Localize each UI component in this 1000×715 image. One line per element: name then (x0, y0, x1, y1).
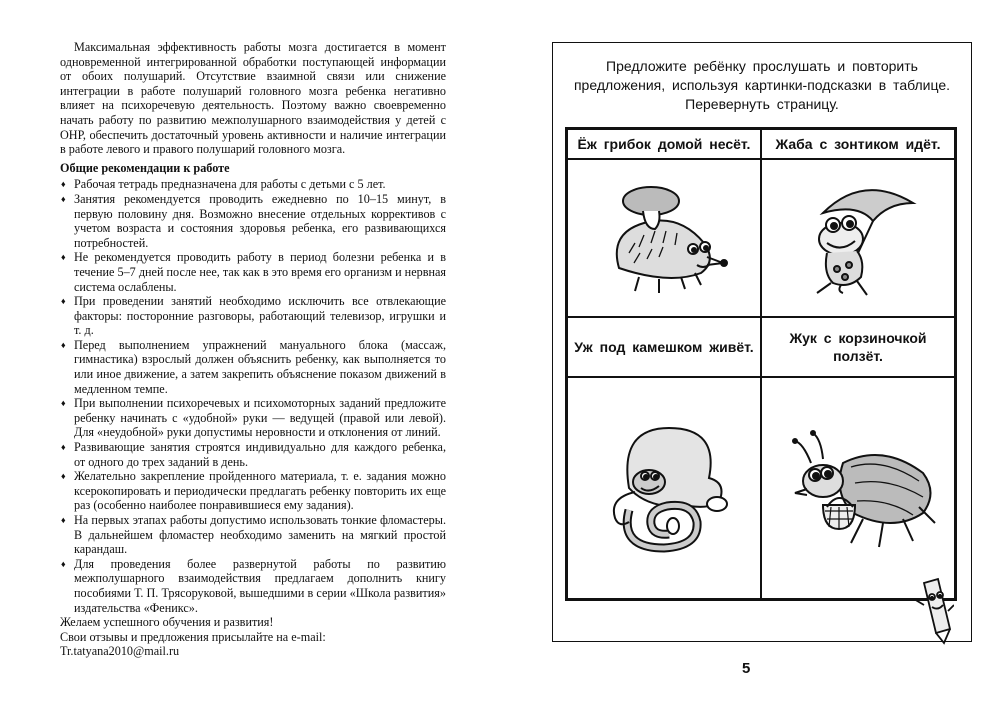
recommendation-item: ♦ Занятия рекомендуется проводить ежедневно по 10–15 минут, в первую половину дня. Возможно внесение отдельных коррективов с учетом возраста и состояния здоровья ребенка, его развивающихся потребностей. (60, 192, 446, 250)
caption-beetle: Жук с корзиночкой ползёт. (761, 317, 955, 377)
recommendation-item: ♦ Для проведения более развернутой работы по развитию межполушарного взаимодействия предлагаем дополнить книгу пособиями Т. П. Трясоруковой, вышедшими в серии «Школа развития» издательства «Феникс». (60, 557, 446, 615)
snake-icon (589, 418, 739, 558)
instruction-line: Предложите ребёнку прослушать и повторить (606, 58, 918, 74)
page-number: 5 (742, 660, 751, 677)
recommendation-item: ♦ При выполнении психоречевых и психомоторных заданий предложите ребенку начинать с «удобной» руки — ведущей (правой или левой). Для «неудобной» руки допустимы неровности и отклонения от линий. (60, 396, 446, 440)
recommendation-item: ♦ На первых этапах работы допустимо использовать тонкие фломастеры. В дальнейшем фломастер необходимо заменить на мягкий простой карандаш. (60, 513, 446, 557)
recommendation-item: ♦ Перед выполнением упражнений мануального блока (массаж, гимнастика) взрослый должен объяснить ребенку, как выполняется то или иное движение, а затем закрепить объяснение показом движений в медленном темпе. (60, 338, 446, 396)
instruction-text (553, 57, 971, 114)
left-page-text (60, 40, 446, 659)
caption-hedgehog: Ёж грибок домой несёт. (567, 129, 761, 159)
caption-toad: Жаба с зонтиком идёт. (761, 129, 955, 159)
recommendation-item: ♦ Развивающие занятия строятся индивидуально для каждого ребенка, от одного до трех заданий в день. (60, 440, 446, 469)
beetle-icon (773, 423, 943, 553)
toad-icon (783, 173, 933, 303)
picture-cell-hedgehog (567, 159, 761, 317)
picture-table (565, 127, 957, 601)
instruction-line: предложения, используя картинки-подсказки в таблице. (573, 77, 951, 93)
picture-cell-snake (567, 377, 761, 599)
pencil-mascot-icon (910, 575, 954, 645)
caption-snake: Уж под камешком живёт. (567, 317, 761, 377)
intro-paragraph: Максимальная эффективность работы мозга достигается в момент одновременной интегрированной обработки поступающей информации от обоих полушарий. Отсутствие взаимной связи или снижение интеграции в работе полушарий головного мозга ребенка негативно влияет на психоречевую деятельность. Поэтому важно своевременно начать работу по развитию межполушарного взаимодействия у детей с ОНР, обеспечить достаточный уровень активности и наличие интеграции в работе левого и правого полушарий головного мозга. (60, 40, 446, 157)
closing-wish: Желаем успешного обучения и развития! (60, 615, 274, 630)
picture-cell-beetle (761, 377, 955, 599)
recommendations-list (60, 177, 446, 615)
picture-cell-toad (761, 159, 955, 317)
recommendation-item: ♦ Желательно закрепление пройденного материала, т. е. задания можно ксерокопировать и периодически предлагать ребенку повторить их еще раз (особенно наиболее понравившиеся ему задания). (60, 469, 446, 513)
recommendation-item: ♦ Не рекомендуется проводить работу в период болезни ребенка и в течение 5–7 дней после нее, так как в это время его организм и нервная система ослаблены. (60, 250, 446, 294)
recommendations-title: Общие рекомендации к работе (60, 160, 230, 175)
recommendation-item: ♦ При проведении занятий необходимо исключить все отвлекающие факторы: посторонние разговоры, работающий телевизор, игрушки и т. д. (60, 294, 446, 338)
recommendation-item: ♦ Рабочая тетрадь предназначена для работы с детьми с 5 лет. (60, 177, 446, 192)
contact-line: Свои отзывы и предложения присылайте на e-mail: Tr.tatyana2010@mail.ru (60, 629, 326, 659)
instruction-line: Перевернуть страницу. (685, 96, 839, 112)
hedgehog-icon (589, 173, 739, 303)
exercise-frame (552, 42, 972, 642)
